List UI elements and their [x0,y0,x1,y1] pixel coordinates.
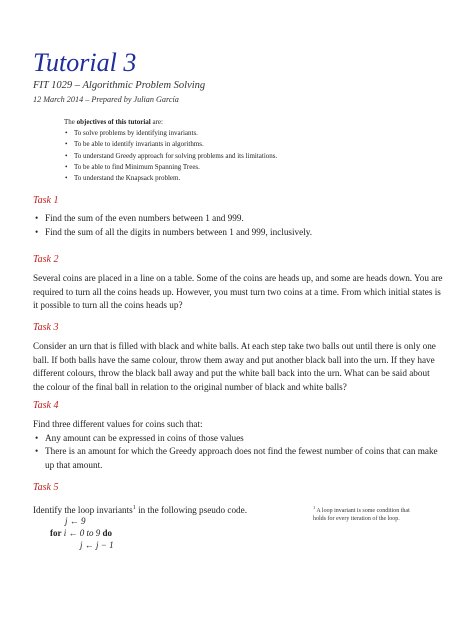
page-title: Tutorial 3 [33,48,137,77]
task3-heading: Task 3 [33,322,59,333]
task1-item: • Find the sum of all the digits in numbers between 1 and 999, inclusively. [33,226,443,240]
code-keyword-do: do [102,528,113,538]
task5-text-after: in the following pseudo code. [135,505,248,516]
code-line-1: j ← 9 [65,516,86,526]
task4-body [33,418,443,473]
task4-heading: Task 4 [33,400,59,411]
objective-item: • To solve problems by identifying invariants. [64,128,364,139]
footnote-text: A loop invariant is some condition that holds for every iteration of the loop. [313,508,410,522]
footnote-mark: 1 [313,505,316,510]
code-line-2 [50,527,114,539]
objective-item: • To understand Greedy approach for solving problems and its limitations. [64,151,364,162]
task1-body [33,212,443,239]
footnote-ref: 1 [132,505,136,511]
task1-list [33,212,443,239]
margin-footnote [313,504,413,523]
objectives-intro-bold: objectives of this tutorial [76,118,151,126]
task5-heading: Task 5 [33,482,59,493]
course-subtitle: FIT 1029 – Algorithmic Problem Solving [33,80,206,91]
task3-body: Consider an urn that is filled with black and white balls. At each step take two balls out until there is only one ball. If both balls have the same colour, throw them away and put another black ball into the urn. If they have different colours, throw the black ball away and put the white ball back into the urn. What can be said about the colour of the final ball in relation to the original number of black and white balls? [33,341,436,393]
objective-item: • To be able to identify invariants in algorithms. [64,139,364,150]
task5-text-before: Identify the loop invariants [33,505,133,516]
code-keyword-for: for [50,528,62,538]
date-author-line: 12 March 2014 – Prepared by Julian García [33,95,179,104]
task1-item: • Find the sum of the even numbers between 1 and 999. [33,212,443,226]
task2-heading: Task 2 [33,254,59,265]
objective-item: • To be able to find Minimum Spanning Trees. [64,162,364,173]
pseudo-code [50,515,114,551]
code-line-3: j ← j − 1 [80,540,114,550]
task4-list [33,432,443,473]
objectives-intro-suffix: are: [150,118,163,126]
objectives-block [64,117,364,184]
task2-body: Several coins are placed in a line on a table. Some of the coins are heads up, and some are heads down. You are required to turn all the coins heads up. However, you must turn two coins at a time. From which initial states is it possible to turn all the coins heads up? [33,273,443,311]
objectives-intro-prefix: The [64,118,77,126]
objective-item: • To understand the Knapsack problem. [64,173,364,184]
task4-item: • There is an amount for which the Greedy approach does not find the fewest number of coins that can make up that amount. [33,445,443,472]
task4-intro: Find three different values for coins such that: [33,419,203,429]
objectives-list [64,128,364,184]
objectives-intro [64,117,364,128]
code-line-2-mid: i ← 0 to 9 [61,528,103,538]
task4-item: • Any amount can be expressed in coins of those values [33,432,443,446]
task1-heading: Task 1 [33,195,59,206]
